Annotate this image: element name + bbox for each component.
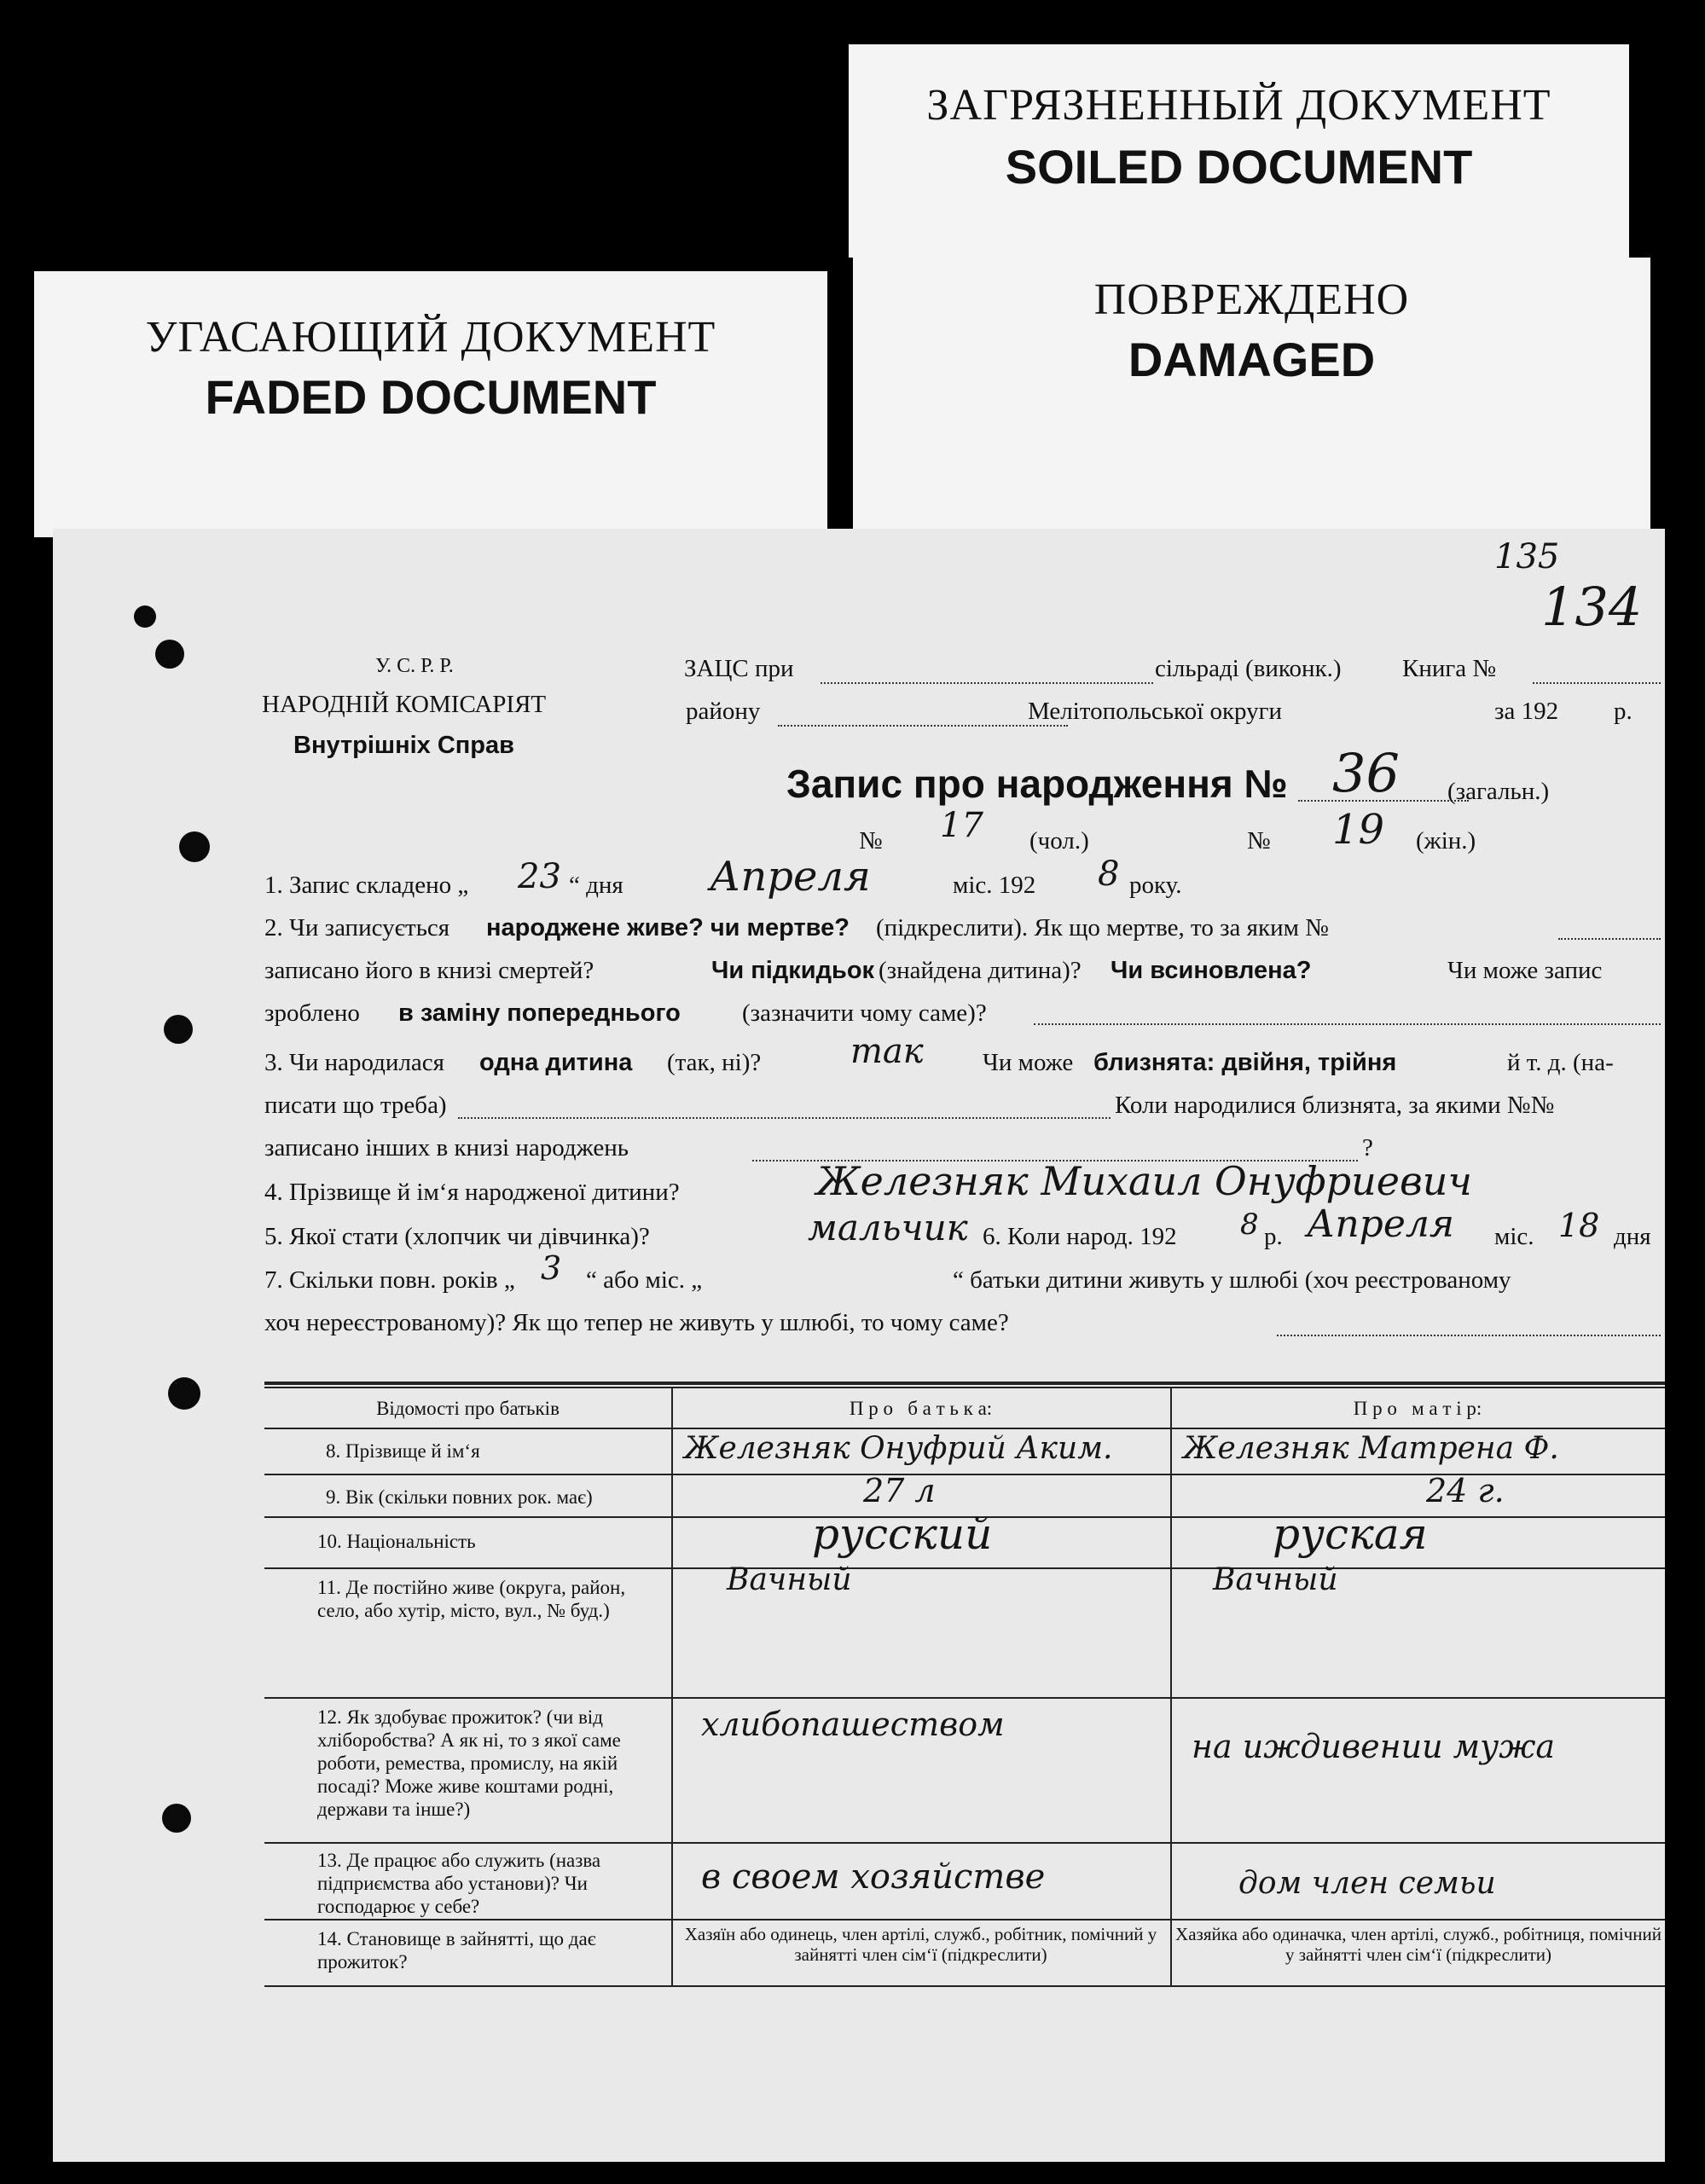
mother-livelihood: на иждивении мужа [1192,1728,1556,1765]
archive-number-bottom: 134 [1541,576,1643,638]
damaged-label-ru: ПОВРЕЖДЕНО [1093,275,1410,324]
line3-a: 3. Чи народилася [264,1049,445,1076]
year-prefix: за 192 [1494,698,1559,725]
punch-hole [134,605,156,628]
fill-line [778,725,1068,727]
faded-label-ru: УГАСАЮЩИЙ ДОКУМЕНТ [145,313,716,362]
line2-c: (підкреслити). Як що мертве, то за яким № [876,914,1329,941]
line2-j: в заміну попереднього [398,999,681,1027]
fill-line [1034,1023,1661,1025]
record-number-suffix: (загальн.) [1447,778,1550,805]
father-name: Железняк Онуфрий Аким. [684,1431,1113,1466]
soiled-document-label [849,44,1629,258]
child-sex: мальчик [808,1207,968,1248]
line3-j: ? [1362,1134,1373,1162]
line3-b: одна дитина [479,1049,633,1076]
line6-b: р. [1264,1223,1283,1250]
record-title: Запис про народження № [786,762,1288,806]
record-number: 36 [1332,742,1400,804]
okrug-label: Мелітопольської округи [1028,698,1283,725]
punch-hole [179,831,210,862]
line2-e: Чи підкидьок [711,957,875,984]
line7-c: “ батьки дитини живуть у шлюбі (хоч реєстрованому [953,1266,1511,1294]
birth-day: 18 [1558,1207,1600,1244]
mother-residence: Вачный [1213,1562,1338,1597]
row-label-status: 14. Становище в зайнятті, що дає прожиток? [317,1928,596,1973]
row-label-name: 8. Прізвище й ім‘я [326,1440,480,1462]
zags-silradi: сільраді (виконк.) [1155,655,1342,682]
fill-line [1298,800,1469,802]
line2-f: (знайдена дитина)? [879,957,1082,984]
row-label-residence: 11. Де постійно живе (округа, район, село, або хутір, місто, вул., № буд.) [317,1577,626,1621]
mother-name: Железняк Матрена Ф. [1183,1431,1559,1466]
header-ussr: У. С. Р. Р. [375,655,454,677]
line2-i: зроблено [264,999,360,1027]
line3-g: писати що треба) [264,1092,447,1119]
mother-workplace: дом член семьи [1238,1866,1496,1901]
line2-d: записано його в книзі смертей? [264,957,594,984]
row-label-nationality: 10. Національність [317,1531,476,1552]
line6-a: 6. Коли народ. 192 [983,1223,1177,1250]
male-no-sign: № [859,827,883,854]
punch-hole [168,1377,200,1410]
line6-c: міс. [1494,1223,1534,1250]
father-nationality: русский [812,1509,993,1559]
damaged-label [853,258,1650,539]
year-suffix: р. [1614,698,1633,725]
faded-document-label [34,271,827,537]
punch-hole [162,1804,191,1833]
line2-b: народжене живе? чи мертве? [486,914,850,941]
line1-a: 1. Запис складено „ [264,872,469,899]
mother-status: Хазяйка або одиначка, член артілі, служб., робітниця, помічний у зайнятті член сім‘ї (підкреслити) [1175,1924,1662,1965]
row-label-workplace: 13. Де працює або служить (назва підприємства або установи)? Чи господарює у себе? [317,1850,601,1917]
line2-g: Чи всиновлена? [1111,957,1312,984]
male-label: (чол.) [1029,827,1089,854]
line6-d: дня [1614,1223,1651,1250]
fill-line [1558,938,1661,940]
damaged-label-en: DAMAGED [1128,333,1376,386]
line3-f: й т. д. (на- [1507,1049,1614,1076]
soiled-label-en: SOILED DOCUMENT [1005,140,1473,194]
table-header-father: П р о б а т ь к а: [849,1398,993,1419]
record-year-digit: 8 [1098,854,1120,894]
record-day: 23 [518,857,561,896]
father-age: 27 л [863,1472,936,1509]
child-name: Железняк Михаил Онуфриевич [816,1158,1472,1204]
female-number: 19 [1332,806,1385,854]
mother-age: 24 г. [1426,1472,1505,1509]
line2-k: (зазначити чому саме)? [742,999,987,1027]
line3-e: близнята: двійня, трійня [1093,1049,1397,1076]
line3-c: (так, ні)? [667,1049,762,1076]
single-child-answer: так [850,1032,924,1071]
line7-d: хоч нереєстрованому)? Як що тепер не живуть у шлюбі, то чому саме? [264,1309,1009,1336]
line5-label: 5. Якої стати (хлопчик чи дівчинка)? [264,1223,650,1250]
archive-number-top: 135 [1494,537,1560,576]
punch-hole [155,640,184,669]
fill-line [1533,682,1661,684]
birth-year-digit: 8 [1240,1208,1259,1242]
record-month: Апреля [710,853,871,901]
female-label: (жін.) [1416,827,1476,854]
line3-h: Коли народилися близнята, за якими №№ [1115,1092,1555,1119]
line1-c: міс. 192 [953,872,1036,899]
line7-a: 7. Скільки повн. років „ [264,1266,515,1294]
book-number-label: Книга № [1402,655,1497,682]
father-livelihood: хлибопашеством [701,1706,1005,1743]
fill-line [458,1117,1111,1119]
male-number: 17 [940,806,983,845]
father-residence: Вачный [727,1562,852,1597]
table-header-mother: П р о м а т і р: [1353,1398,1482,1419]
punch-hole [164,1015,193,1044]
soiled-label-ru: ЗАГРЯЗНЕННЫЙ ДОКУМЕНТ [926,81,1551,130]
row-label-age: 9. Вік (скільки повних рок. має) [326,1486,593,1508]
line3-d: Чи може [983,1049,1074,1076]
line2-h: Чи може запис [1447,957,1603,984]
marriage-years: 3 [541,1249,562,1287]
fill-line [821,682,1153,684]
header-commissariat: НАРОДНІЙ КОМІСАРІЯТ [262,691,547,718]
line1-d: року. [1129,872,1182,899]
rayon-label: району [686,698,761,725]
zags-prefix: ЗАЦС при [684,655,794,682]
female-no-sign: № [1247,827,1271,854]
header-internal-affairs: Внутрішніх Справ [293,732,514,759]
birth-record-form [53,529,1665,2162]
row-label-livelihood: 12. Як здобуває прожиток? (чи від хліборобства? А як ні, то з якої саме роботи, ремества, промислу, на якій посаді? Може живе коштами родні, держави та інше?) [317,1706,621,1820]
mother-nationality: руская [1273,1509,1428,1559]
line4-label: 4. Прізвище й ім‘я народженої дитини? [264,1179,680,1206]
line7-b: “ або міс. „ [586,1266,703,1294]
faded-label-en: FADED DOCUMENT [205,370,657,424]
table-header-info: Відомості про батьків [376,1398,560,1419]
birth-month: Апреля [1307,1202,1455,1246]
father-workplace: в своем хозяйстве [701,1857,1046,1897]
line3-i: записано інших в книзі народжень [264,1134,629,1162]
father-status: Хазяїн або одинець, член артілі, служб., робітник, помічний у зайнятті член сім‘ї (підкреслити) [684,1924,1157,1965]
fill-line [1277,1335,1661,1336]
line1-b: “ дня [569,872,623,899]
line2-a: 2. Чи записується [264,914,450,941]
